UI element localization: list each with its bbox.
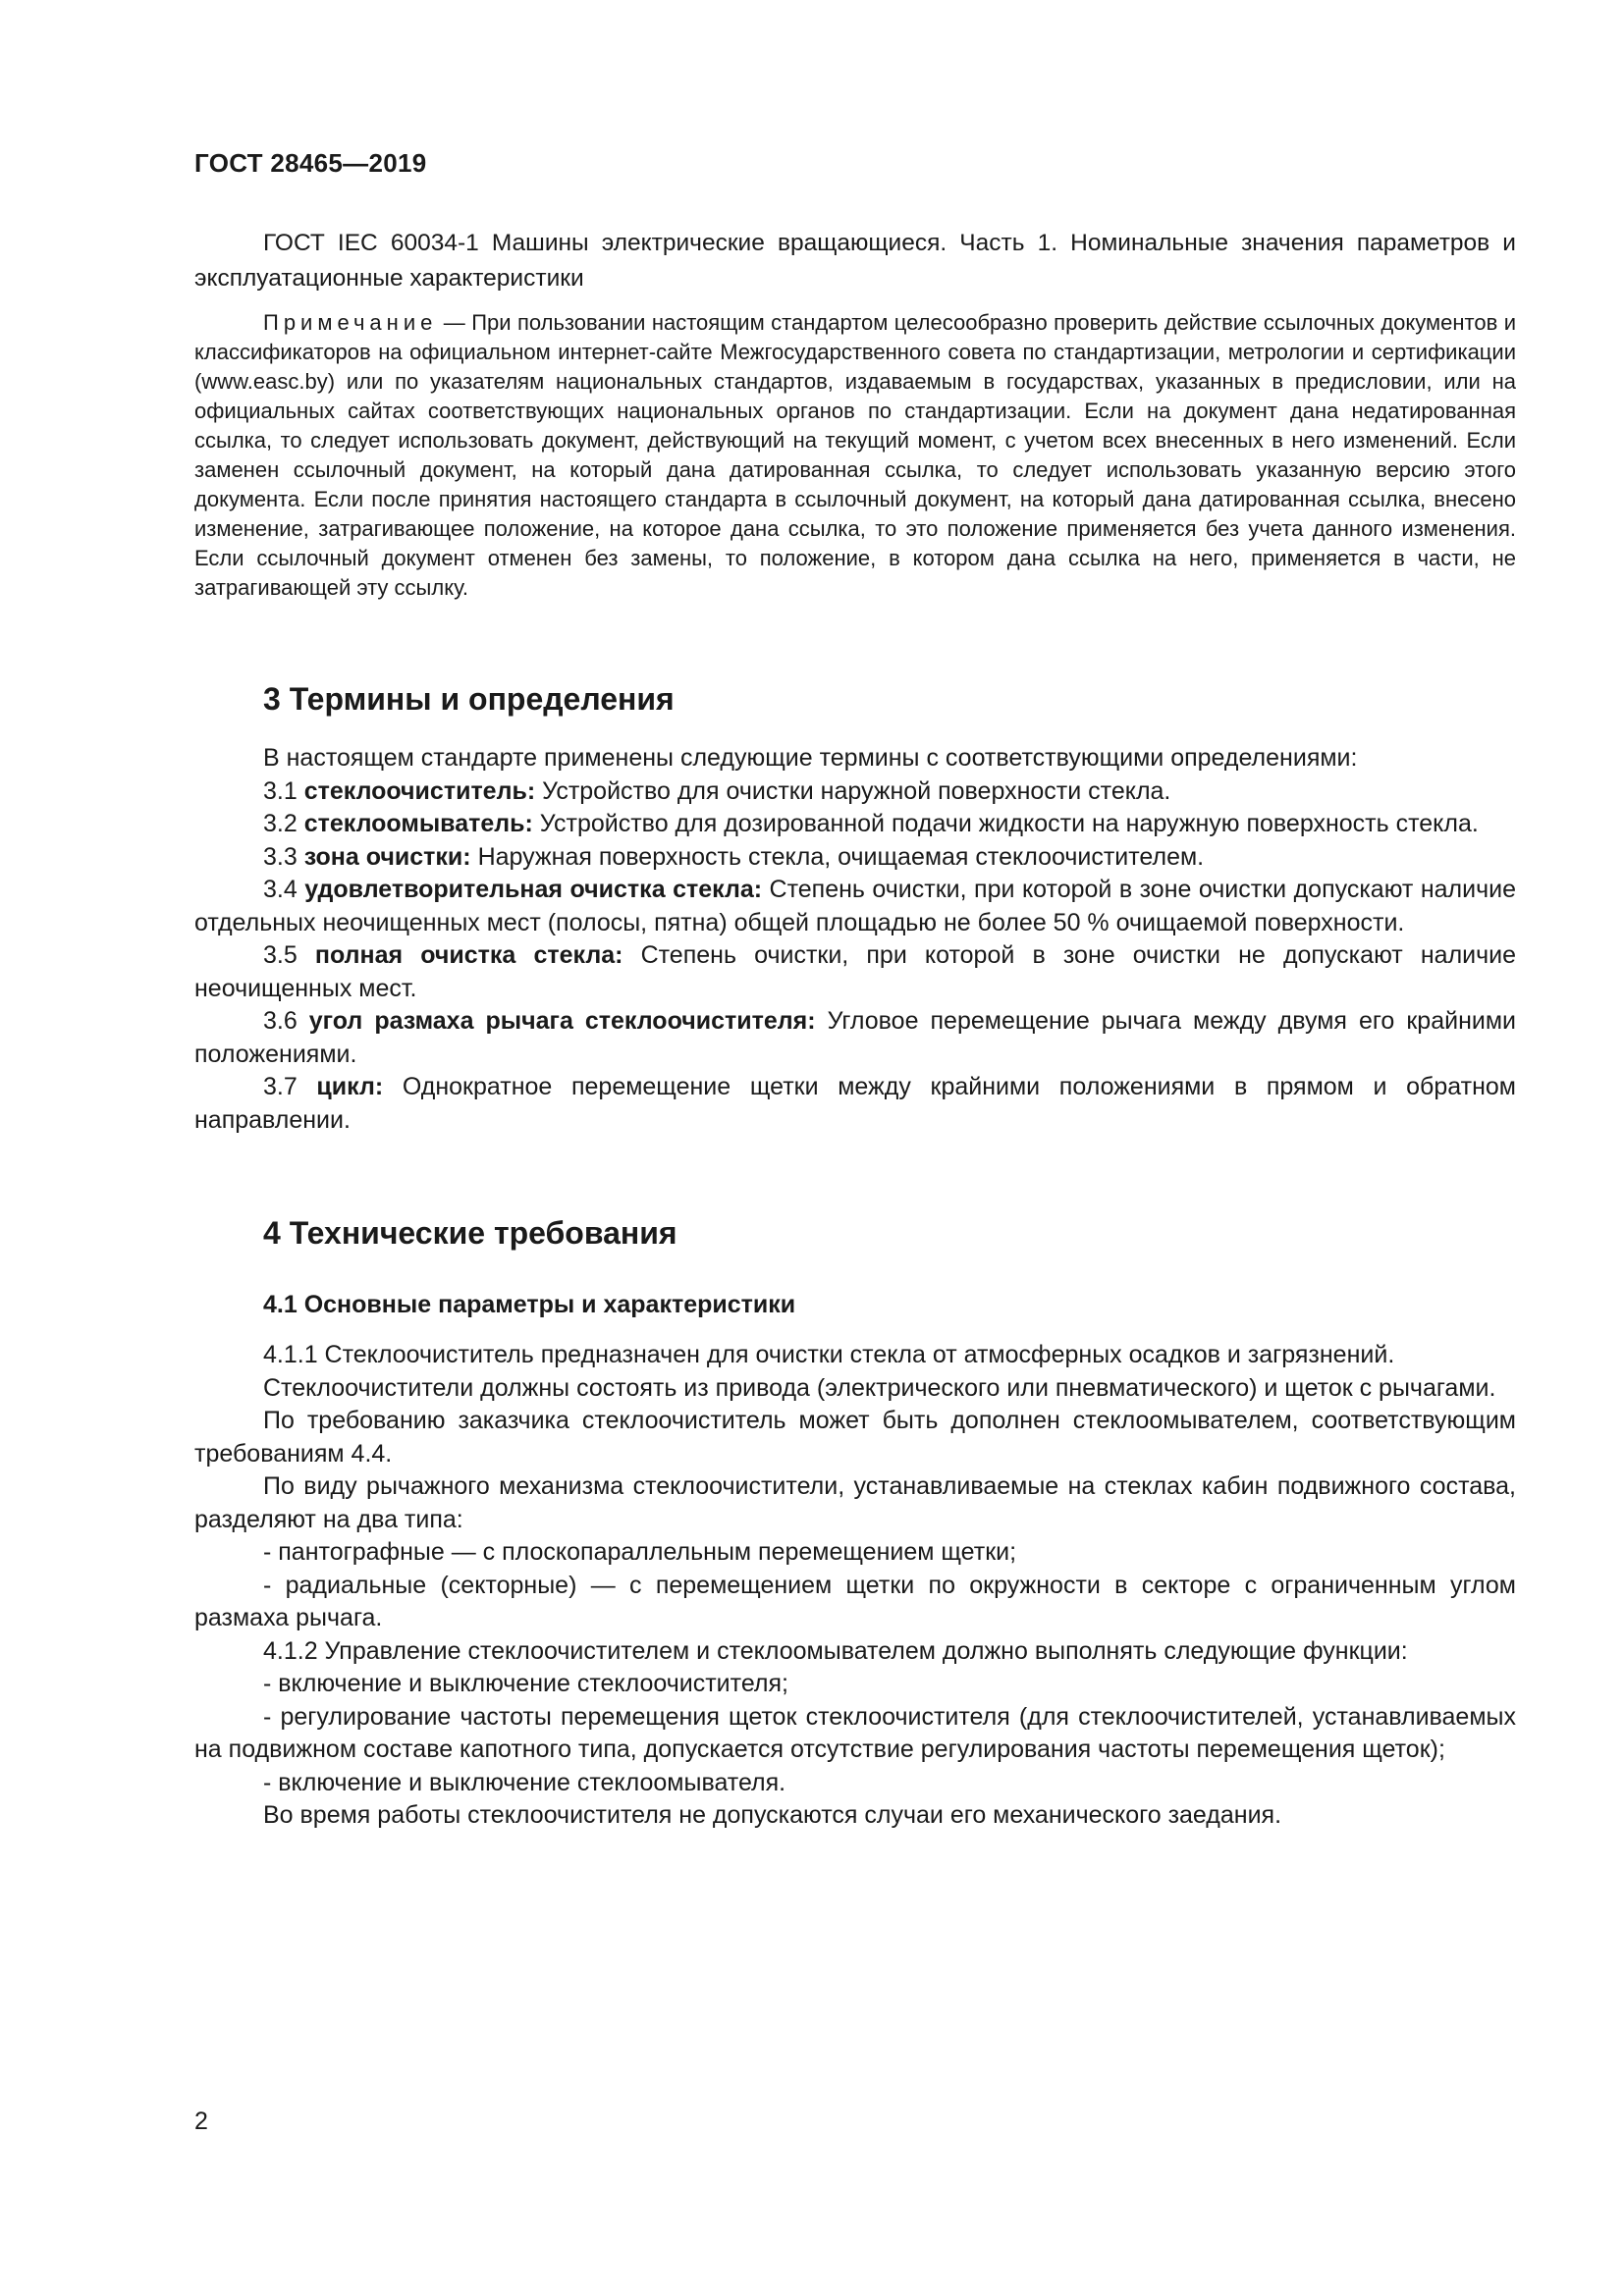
list-item: - включение и выключение стеклоочистителя; [263, 1670, 788, 1697]
term-definition: 3.6 угол размаха рычага стеклоочистителя: Угловое перемещение рычага между двумя его крайними положениями. [194, 1007, 1516, 1068]
reference-note [194, 308, 1516, 603]
list-item: - радиальные (секторные) — с перемещением щетки по окружности в секторе с ограниченным углом размаха рычага. [194, 1571, 1516, 1631]
term-definition: 3.7 цикл: Однократное перемещение щетки между крайними положениями в прямом и обратном направлении. [194, 1073, 1516, 1134]
term-definition: 3.2 стеклоомыватель: Устройство для дозированной подачи жидкости на наружную поверхность стекла. [263, 810, 1479, 837]
requirement-paragraph: Во время работы стеклоочистителя не допускаются случаи его механического заедания. [263, 1801, 1282, 1829]
list-item: - регулирование частоты перемещения щеток стеклоочистителя (для стеклоочистителей, устанавливаемых на подвижном составе капотного типа, допускается отсутствие регулирования частоты перемещения щеток); [194, 1702, 1516, 1763]
document-content [194, 226, 1516, 1833]
page-number: 2 [194, 2108, 208, 2135]
term-definition: 3.4 удовлетворительная очистка стекла: Степень очистки, при которой в зоне очистки допускают наличие отдельных неочищенных мест (полосы, пятна) общей площадью не более 50 % очищаемой поверхности. [194, 876, 1517, 936]
requirement-paragraph: По виду рычажного механизма стеклоочистители, устанавливаемые на стеклах кабин подвижного состава, разделяют на два типа: [194, 1472, 1516, 1533]
document-page [194, 0, 1516, 2296]
document-header-title: ГОСТ 28465—2019 [194, 148, 427, 178]
reference-item: ГОСТ IEC 60034-1 Машины электрические вращающиеся. Часть 1. Номинальные значения параметров и эксплуатационные характеристики [194, 230, 1516, 292]
requirement-paragraph: Стеклоочистители должны состоять из привода (электрического или пневматического) и щеток с рычагами. [263, 1373, 1496, 1402]
list-item: - включение и выключение стеклоомывателя. [263, 1768, 786, 1796]
term-definition: 3.5 полная очистка стекла: Степень очистки, при которой в зоне очистки не допускают наличие неочищенных мест. [194, 941, 1517, 1002]
note-label: Примечание [263, 310, 438, 335]
list-item: - пантографные — с плоскопараллельным перемещением щетки; [263, 1538, 1017, 1566]
subsection-4-1-title: 4.1 Основные параметры и характеристики [263, 1291, 796, 1318]
section-3-title: 3 Термины и определения [263, 681, 675, 717]
note-text: — При пользовании настоящим стандартом целесообразно проверить действие ссылочных документов и классификаторов на официальном интернет-сайте Межгосударственного совета по стандартизации, метрологии и сертификации (www.easc.by) или по указателям национальных стандартов, издаваемым в государствах, указанных в предисловии, или на официальных сайтах соответствующих национальных органов по стандартизации. Если на документ дана недатированная ссылка, то следует использовать документ, действующий на текущий момент, с учетом всех внесенных в него изменений. Если заменен ссылочный документ, на который дана датированная ссылка, то следует использовать указанную версию этого документа. Если после принятия настоящего стандарта в ссылочный документ, на который дана датированная ссылка, внесено изменение, затрагивающее положение, на которое дана ссылка, то это положение применяется без учета данного изменения. Если ссылочный документ отменен без замены, то положение, в котором дана ссылка на него, применяется в части, не затрагивающей эту ссылку. [194, 310, 1516, 600]
section-3-intro: В настоящем стандарте применены следующие термины с соответствующими определениями: [263, 744, 1358, 772]
requirement-paragraph: По требованию заказчика стеклоочиститель может быть дополнен стеклоомывателем, соответствующим требованиям 4.4. [194, 1407, 1516, 1468]
term-definition: 3.3 зона очистки: Наружная поверхность стекла, очищаемая стеклоочистителем. [263, 842, 1205, 871]
term-definition: 3.1 стеклоочиститель: Устройство для очистки наружной поверхности стекла. [263, 776, 1171, 805]
requirement-paragraph: 4.1.2 Управление стеклоочистителем и стеклоомывателем должно выполнять следующие функции: [263, 1636, 1408, 1665]
section-4-title: 4 Технические требования [263, 1215, 677, 1251]
requirement-paragraph: 4.1.1 Стеклоочиститель предназначен для очистки стекла от атмосферных осадков и загрязнений. [263, 1341, 1395, 1368]
